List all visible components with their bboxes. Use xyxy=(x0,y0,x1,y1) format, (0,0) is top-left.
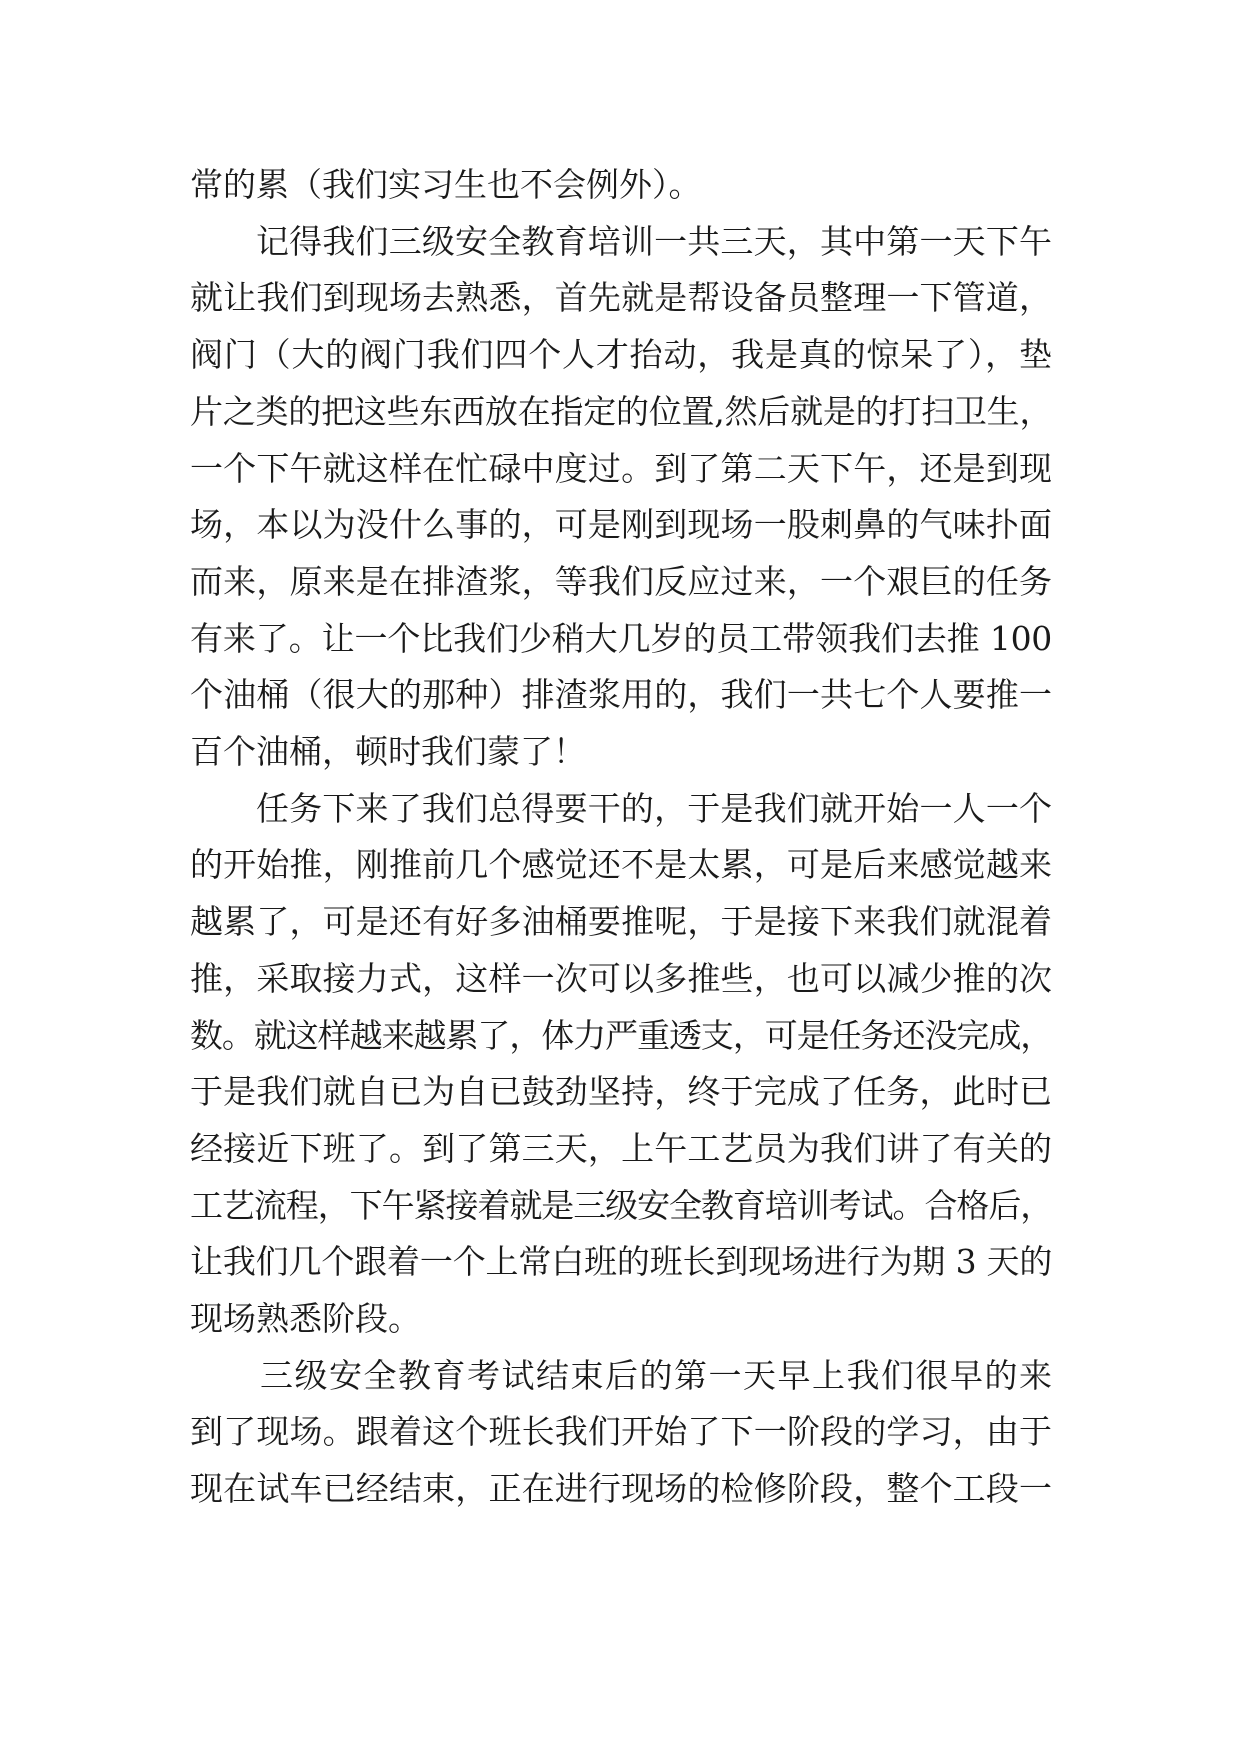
paragraph-line: 经接近下班了。到了第三天，上午工艺员为我们讲了有关的 xyxy=(190,1128,1052,1168)
paragraph-line: 到了现场。跟着这个班长我们开始了下一阶段的学习，由于 xyxy=(190,1412,1052,1452)
paragraph-line: 推，采取接力式，这样一次可以多推些，也可以减少推的次 xyxy=(190,958,1052,998)
paragraph-line: 有来了。让一个比我们少稍大几岁的员工带领我们去推 100 xyxy=(190,618,1052,658)
paragraph-line: 常的累（我们实习生也不会例外）。 xyxy=(190,165,702,204)
paragraph-line: 就让我们到现场去熟悉，首先就是帮设备员整理一下管道， xyxy=(190,278,1052,318)
paragraph-line: 百个油桶，顿时我们蒙了！ xyxy=(190,732,586,772)
paragraph-line: 三级安全教育考试结束后的第一天早上我们很早的来 xyxy=(260,1355,1052,1395)
paragraph-line: 场，本以为没什么事的，可是刚到现场一股刺鼻的气味扑面 xyxy=(190,505,1052,545)
paragraph-4 xyxy=(190,1348,1052,1518)
paragraph-line: 片之类的把这些东西放在指定的位置,然后就是的打扫卫生， xyxy=(190,391,1052,431)
paragraph-1 xyxy=(190,157,1052,214)
paragraph-line: 而来，原来是在排渣浆，等我们反应过来，一个艰巨的任务 xyxy=(190,561,1052,601)
paragraph-line: 阀门（大的阀门我们四个人才抬动，我是真的惊呆了），垫 xyxy=(190,335,1052,375)
paragraph-line: 让我们几个跟着一个上常白班的班长到现场进行为期 3 天的 xyxy=(190,1242,1052,1282)
paragraph-line: 的开始推，刚推前几个感觉还不是太累，可是后来感觉越来 xyxy=(190,845,1052,885)
paragraph-line: 现在试车已经结束，正在进行现场的检修阶段，整个工段一 xyxy=(190,1469,1052,1509)
paragraph-line: 个油桶（很大的那种）排渣浆用的，我们一共七个人要推一 xyxy=(190,675,1052,715)
paragraph-line: 越累了，可是还有好多油桶要推呢，于是接下来我们就混着 xyxy=(190,902,1052,942)
paragraph-line: 工艺流程，下午紧接着就是三级安全教育培训考试。合格后， xyxy=(190,1185,1052,1225)
paragraph-line: 记得我们三级安全教育培训一共三天，其中第一天下午 xyxy=(256,221,1052,261)
document-body xyxy=(190,157,1052,1518)
paragraph-2 xyxy=(190,214,1052,781)
paragraph-line: 任务下来了我们总得要干的，于是我们就开始一人一个 xyxy=(256,788,1052,828)
paragraph-3 xyxy=(190,781,1052,1348)
paragraph-line: 于是我们就自已为自已鼓劲坚持，终于完成了任务，此时已 xyxy=(190,1072,1052,1112)
paragraph-line: 数。就这样越来越累了，体力严重透支，可是任务还没完成， xyxy=(190,1015,1052,1055)
paragraph-line: 现场熟悉阶段。 xyxy=(190,1299,421,1339)
paragraph-line: 一个下午就这样在忙碌中度过。到了第二天下午，还是到现 xyxy=(190,448,1052,488)
